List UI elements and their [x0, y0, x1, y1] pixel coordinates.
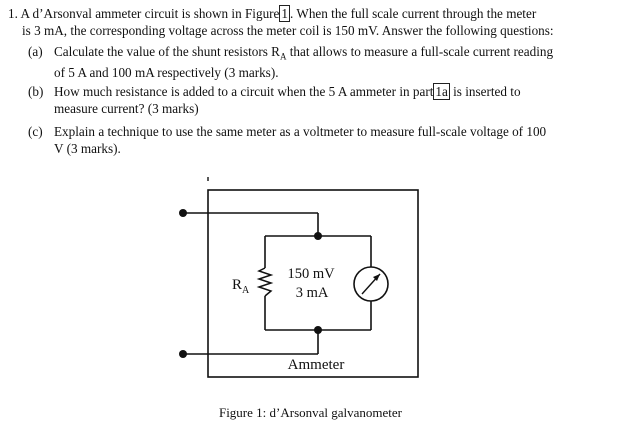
part-a-subscript: A — [279, 51, 287, 62]
question-text-1a: A d’Arsonval ammeter circuit is shown in Figure — [20, 6, 280, 21]
part-c-label: (c) — [28, 124, 43, 139]
part-c-text-2: V (3 marks). — [54, 140, 121, 156]
part-reference[interactable]: 1a — [435, 84, 448, 99]
part-c-text-1: Explain a technique to use the same meter as a voltmeter to measure full-scale voltage of 100 — [54, 124, 547, 139]
question-number: 1. — [8, 6, 18, 21]
part-a-text-2: of 5 A and 100 mA respectively (3 marks). — [54, 65, 279, 81]
part-b-label: (b) — [28, 84, 44, 99]
figure-caption: Figure 1: d’Arsonval galvanometer — [218, 405, 403, 420]
ammeter-label: Ammeter — [287, 357, 345, 373]
meter-voltage-label: 150 mV — [287, 266, 335, 282]
figure-reference[interactable]: 1 — [281, 6, 289, 21]
question-line-2: is 3 mA, the corresponding voltage across the meter coil is 150 mV. Answer the following questions: — [22, 22, 554, 38]
part-b-text-1b: is inserted to — [449, 84, 521, 99]
part-a-text-1b: that allows to measure a full-scale current reading — [286, 44, 554, 59]
top-terminal — [179, 209, 187, 217]
shunt-label: $R_A$ — [232, 277, 250, 296]
part-a-label: (a) — [28, 44, 43, 59]
shunt-resistor-symbol — [259, 268, 271, 296]
part-a-text-1: Calculate the value of the shunt resistors R — [54, 44, 280, 59]
meter-current-label: 3 mA — [295, 285, 329, 301]
part-b-text-1: How much resistance is added to a circuit when the 5 A ammeter in part — [54, 84, 434, 99]
part-b-text-2: measure current? (3 marks) — [54, 100, 199, 116]
bottom-terminal — [179, 350, 187, 358]
question-text-1b: . When the full scale current through the meter — [290, 6, 537, 21]
